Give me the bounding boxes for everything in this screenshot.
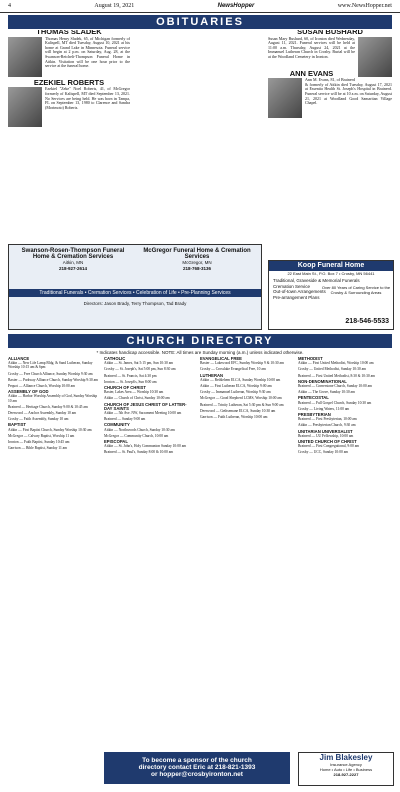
denomination-heading: UNITED CHURCH OF CHRIST bbox=[298, 439, 357, 445]
church-entry: Baxter — Lakewood EFC, Sunday Worship 9 & 10:30 am bbox=[200, 361, 284, 366]
ad-phone: 218-927-2227 bbox=[333, 772, 359, 777]
ad-line: Home • Auto • Life • Business bbox=[319, 767, 373, 772]
ad-name: McGregor Funeral Home & Cremation Services bbox=[143, 248, 251, 260]
church-entry: Ironton — Faith Baptist, Sunday 10:45 am bbox=[8, 440, 70, 445]
sponsor-line-3[interactable]: or hopper@crosbyironton.net bbox=[151, 771, 243, 778]
church-entry: Ironton — St. Joseph's, Sun 8:00 am bbox=[104, 379, 157, 384]
church-entry: Brainerd — First Presbyterian, 10:00 am bbox=[298, 417, 357, 422]
denomination-heading: ALLIANCE bbox=[8, 357, 30, 361]
church-entry: Crosby — UCC, Sunday 10:00 am bbox=[298, 450, 349, 455]
portrait-photo bbox=[8, 87, 42, 127]
denomination-heading: PENTECOSTAL bbox=[298, 395, 329, 401]
church-entry: Aitkin — Presbyterian Church, 9:30 am bbox=[298, 423, 356, 428]
church-entry: Aitkin — Northwoods Church, Sunday 10:30 am bbox=[104, 427, 175, 432]
church-entry: Aitkin — Harbor Worship Assembly of God, Sunday Worship 10 am bbox=[8, 394, 98, 403]
directory-column-2 bbox=[104, 357, 194, 752]
denomination-heading: PRESBYTERIAN bbox=[298, 412, 331, 418]
church-entry: Aitkin — The Grove, Sunday 10:30 am bbox=[298, 390, 355, 395]
church-entry: Aitkin — 5th Ave. NW, Sacrament Meeting 10:00 am bbox=[104, 411, 182, 416]
portrait-photo bbox=[358, 37, 392, 77]
obit-text: Thomas Henry Sladek, 65, of Michigan formerly of Kalispell, MT died Tuesday, August 10, 2021 at his home at Grand Lake in Minnesota. Funeral service will begin at 2 p.m. on Saturday, Aug. 28, at the Swanson-Reichelt-Thompson Funeral Home in Aitkin. Visitation will be one hour prior to the service at the funeral home. bbox=[45, 35, 130, 69]
sponsor-line-2: directory contact Eric at 218-821-1393 bbox=[138, 764, 256, 771]
church-entry: Crosby — St. Joseph's, Sat 5:00 pm, Sun 8:30 am bbox=[104, 367, 176, 372]
church-entry: Brainerd — St. Francis, Sat 4:30 pm bbox=[104, 373, 157, 378]
obit-text: Susan Mary Bushard, 60, of Ironton died Wednesday, August 11, 2021. Funeral services will be held at 11:00 a.m. Thursday, August 24, 2021 at the Immanuel Lutheran Church in Crosby. Burial will be at the Woodland Cemetery in Ironton. bbox=[268, 35, 355, 59]
services-strip: Traditional Funerals • Cremation Services • Celebration of Life • Pre-Planning Services bbox=[9, 289, 261, 297]
church-entry: Brainerd — First Congregational, 9:00 am bbox=[298, 444, 360, 449]
ad-address: 22 East Main St., P.O. Box 7 • Crosby, MN 56441 bbox=[287, 271, 375, 276]
church-entry: Brainerd — St. Paul's, Sunday 8:00 & 10:00 am bbox=[104, 450, 174, 455]
denomination-heading: CHURCH OF CHRIST bbox=[104, 385, 146, 391]
obit-text: Ann M. Evans, 81, of Brainerd & formerly of Aitkin died Tuesday, August 17, 2021 at Essentia Health St. Joseph's Hospital in Brainerd. Funeral service will be at 10 a.m. on Saturday, August 21, 2021 at Woodland Good Samaritan Village Chapel. bbox=[305, 77, 392, 106]
church-entry: Aitkin — New Life Lamp Bldg. & Sand Lutheran, Sunday Worship 10:15 am & 6pm bbox=[8, 361, 93, 370]
denomination-heading: NON-DENOMINATIONAL bbox=[298, 378, 347, 384]
funeral-home-ad bbox=[8, 244, 262, 330]
obit-name: EZEKIEL ROBERTS bbox=[33, 77, 105, 87]
church-entry: Brainerd — Heritage Church, Sunday 9:00 & 10:45 am bbox=[8, 404, 88, 409]
ad-name: Koop Funeral Home bbox=[269, 261, 393, 271]
list-item: Out-of-town Arrangements bbox=[273, 289, 326, 294]
church-entry: Aitkin — Bethlehem ELCA, Sunday Worship 10:00 am bbox=[200, 377, 281, 382]
church-entry: Crosby — Free Church Alliance, Sunday Worship 9:30 am bbox=[8, 371, 93, 376]
ad-phone: 218-927-2614 bbox=[58, 265, 88, 271]
church-entry: Crosby — Crosslake Evangelical Free, 10 am bbox=[200, 367, 266, 372]
church-entry: Brainerd — UU Fellowship, 10:00 am bbox=[298, 433, 354, 438]
church-entry: McGregor — Good Shepherd LCMS, Worship 10:00 am bbox=[200, 396, 282, 401]
church-entry: Baxter, Lakes Area — Worship 10:30 am bbox=[104, 390, 164, 395]
denomination-heading: LUTHERAN bbox=[200, 372, 224, 378]
ad-name: Jim Blakesley bbox=[319, 753, 373, 762]
ad-city: McGregor, MN bbox=[182, 260, 212, 265]
site-url[interactable]: www.NewsHopper.net bbox=[337, 3, 392, 9]
obituaries-banner: OBITUARIES bbox=[8, 15, 392, 29]
issue-date: August 19, 2021 bbox=[94, 3, 135, 9]
church-entry: Aitkin — Church of Christ, Sunday 10:00 am bbox=[104, 396, 170, 401]
page-number: 4 bbox=[8, 3, 11, 9]
list-item: Pre-arrangement Plans bbox=[273, 294, 320, 300]
top-bar bbox=[0, 0, 400, 13]
church-entry: Pequot — Alliance Church, Worship 10:00 am bbox=[8, 384, 76, 389]
denomination-heading: COMMUNITY bbox=[104, 422, 130, 428]
church-entry: McGregor — Community Church, 10:00 am bbox=[104, 433, 169, 438]
ad-line: Insurance Agency bbox=[330, 762, 362, 767]
church-entry: Brainerd — Cornerstone Church, Sunday 10:00 am bbox=[298, 384, 372, 389]
directory-note: * Indicates handicap accessible. NOTE: All times are Sunday morning (a.m.) unless indicated otherwise. bbox=[96, 350, 304, 355]
denomination-heading: CHURCH OF JESUS CHRIST OF LATTER-DAY SAINTS bbox=[104, 401, 187, 411]
obit-name: THOMAS SLADEK bbox=[36, 30, 102, 36]
mcgregor-ad bbox=[137, 248, 257, 271]
denomination-heading: ASSEMBLY OF GOD bbox=[8, 389, 49, 395]
ad-phone: 218-546-5533 bbox=[345, 318, 389, 325]
ad-phone: 218-768-3136 bbox=[182, 265, 212, 271]
church-entry: Brainerd — Full Gospel Church, Sunday 10:30 am bbox=[298, 400, 372, 405]
koop-funeral-ad bbox=[268, 260, 394, 330]
list-item: Traditional, Graveside & Memorial Funerals bbox=[273, 278, 360, 283]
obit-name: SUSAN BUSHARD bbox=[297, 30, 363, 36]
obit-name: ANN EVANS bbox=[289, 68, 334, 78]
list-item: Cremation Service bbox=[273, 283, 311, 289]
masthead: NewsHopper bbox=[217, 3, 255, 9]
church-entry: Aitkin — First United Methodist, Worship 10:00 am bbox=[298, 361, 374, 366]
denomination-heading: CATHOLIC bbox=[104, 357, 126, 361]
church-entry: Deerwood — Gethsemane ELCA, Sunday 10:30 am bbox=[200, 408, 276, 413]
denomination-heading: BAPTIST bbox=[8, 422, 26, 428]
denomination-heading: METHODIST bbox=[298, 357, 323, 361]
church-directory-banner: CHURCH DIRECTORY bbox=[8, 334, 392, 348]
church-entry: Crosby — United Methodist, Sunday 10:30 am bbox=[298, 367, 366, 372]
church-entry: Deerwood — Anchor Assembly, Sunday 10 am bbox=[8, 411, 77, 416]
obit-text: Ezekiel "Zeke" Noel Roberts, 41, of McGregor formerly of Kalispell, MT died September 13, 2021. No Services are being held. He was born in Tampa, FL on September 13, 1980 to Clarence and Sandra (Morimoto) Roberts. bbox=[45, 86, 130, 110]
portrait-photo bbox=[268, 78, 302, 118]
church-entry: Aitkin — St. John's, Holy Communion Sunday 10:00 am bbox=[104, 444, 187, 449]
church-entry: Baxter — Parkway Alliance Church, Sunday Worship 9:30 am bbox=[8, 377, 98, 382]
church-entry: Garrison — Faith Lutheran, Worship 10:00 am bbox=[200, 415, 268, 420]
church-entry: Brainerd — Sunday 9:00 am bbox=[104, 417, 146, 422]
directory-column-3 bbox=[200, 357, 292, 752]
church-entry: Brainerd — Trinity Lutheran, Sat 5:30 pm & Sun 9:00 am bbox=[200, 402, 284, 407]
denomination-heading: UNITARIAN UNIVERSALIST bbox=[298, 428, 353, 434]
church-entry: Aitkin — First Lutheran ELCA, Worship 9:00 am bbox=[200, 384, 272, 389]
insurance-ad bbox=[298, 752, 394, 786]
directory-column-4 bbox=[298, 357, 392, 749]
sponsor-ad bbox=[104, 752, 290, 784]
sponsor-line-1: To become a sponsor of the church bbox=[142, 757, 252, 764]
portrait-photo bbox=[8, 37, 42, 77]
church-entry: Aitkin — First Baptist Church, Sunday Worship 10:30 am bbox=[8, 427, 92, 432]
church-entry: Aitkin — St. James, Sat 5:15 pm, Sun 10:30 am bbox=[104, 361, 174, 366]
denomination-heading: EVANGELICAL FREE bbox=[200, 357, 242, 361]
church-entry: Brainerd — First United Methodist, 8:30 & 10:30 am bbox=[298, 373, 375, 378]
church-entry: Garrison — Bible Baptist, Sunday 11 am bbox=[8, 446, 68, 451]
directors-line: Directors: Jason Brady, Terry Thompson, Tad Brady bbox=[83, 301, 187, 306]
church-entry: Crosby — Faith Assembly, Sunday 10 am bbox=[8, 417, 69, 422]
ad-city: Aitkin, MN bbox=[62, 260, 84, 265]
ad-name: Swanson-Rosen-Thompson Funeral Home & Cremation Services bbox=[21, 248, 125, 260]
ad-tagline: Over 80 Years of Caring Service to the Crosby & Surrounding Areas bbox=[321, 285, 391, 295]
church-entry: McGregor — Calvary Baptist, Worship 11 am bbox=[8, 433, 75, 438]
swanson-ad bbox=[13, 248, 133, 271]
church-entry: Crosby — Living Waters, 11:00 am bbox=[298, 406, 350, 411]
directory-column-1 bbox=[8, 357, 98, 752]
denomination-heading: EPISCOPAL bbox=[104, 439, 128, 445]
church-entry: Crosby — Immanuel Lutheran, Worship 9:30 am bbox=[200, 390, 271, 395]
